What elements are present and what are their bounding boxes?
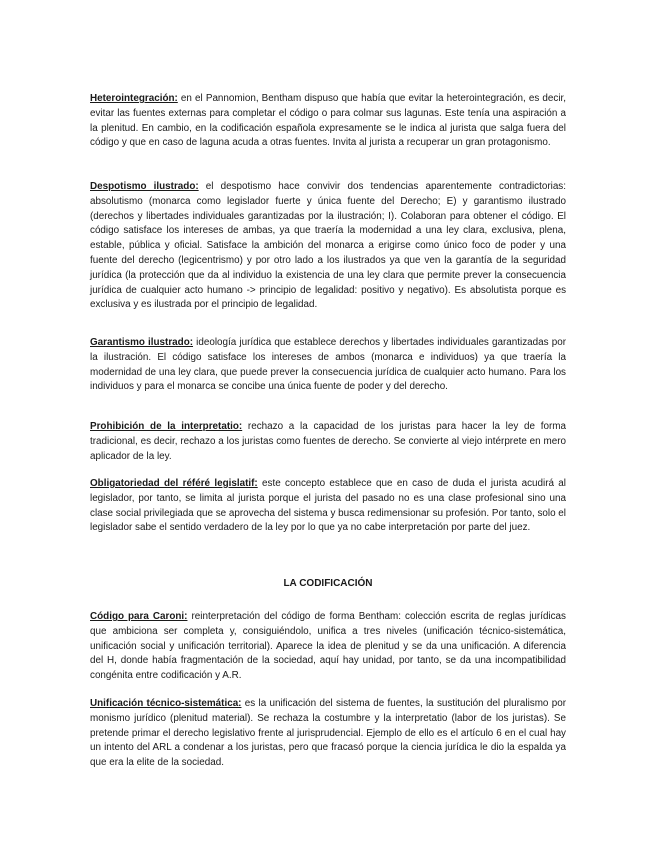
body-codigo-caroni: reinterpretación del código de forma Bentham: colección escrita de reglas jurídicas que ambiciona ser completa y, consiguiéndolo, unifica a tres niveles (unificación técnico-sistemática, unificación social y unificación territorial). Aparece la idea de plenitud y se da una unificación. A diferencia del H, donde había fragmentación de la sociedad, aquí hay unidad, por tanto, se da una incompatibilidad congénita entre codificación y A.R. [90,611,566,682]
body-despotismo-ilustrado: el despotismo hace convivir dos tendencias aparentemente contradictorias: absolutismo (monarca como legislador fuerte y única fuente del Derecho; E) y garantismo ilustrado (derechos y libertades individuales garantizadas por la ilustración; I). Colaboran para obtener el código. El código satisface los intereses de ambas, ya que traería la modernidad a una ley clara, exclusiva, plena, estable, pública y oficial. Satisface la ambición del monarca a erigirse como único foco de poder y una fuente del derecho (legicentrismo) y por otro lado a los ilustrados ya que ven la garantía de la seguridad jurídica (la protección que da al individuo la existencia de una ley clara que permite prever la consecuencia jurídica de cualquier acto humano -> principio de legalidad: positivo y negativo). Es absolutista porque es exclusiva y es ilustrada por el principio de legalidad. [90,181,566,311]
term-prohibicion-interpretatio: Prohibición de la interpretatio: [90,421,243,432]
body-unificacion-tecnico-sistematica: es la unificación del sistema de fuentes, la sustitución del pluralismo por monismo jurídico (plenitud material). Se rechaza la costumbre y la interpretatio (labor de los juristas). Se pretende primar el derecho legislativo frente al jurisprudencial. Ejemplo de ello es el artículo 6 en el cual hay un intento del ARL a condenar a los juristas, pero que fracasó porque la ciencia jurídica le dio la espalda ya que era la elite de la sociedad. [90,698,566,769]
body-prohibicion-interpretatio: rechazo a la capacidad de los juristas para hacer la ley de forma tradicional, es decir, rechazo a los juristas como fuentes de derecho. Se convierte al viejo intérprete en mero aplicador de la ley. [90,421,566,462]
paragraph-unificacion-tecnico-sistematica [90,697,566,771]
body-heterointegracion: en el Pannomion, Bentham dispuso que había que evitar la heterointegración, es decir, evitar las fuentes externas para completar el código o para colmar sus lagunas. Este tenía una aspiración a la plenitud. En cambio, en la codificación española expresamente se le indica al jurista que salga fuera del código y que en caso de laguna acuda a otras fuentes. Invita al jurista a recuperar un gran protagonismo. [90,93,566,149]
term-codigo-caroni: Código para Caroni: [90,611,188,622]
paragraph-refere-legislatif [90,477,566,536]
term-heterointegracion: Heterointegración: [90,93,178,104]
term-despotismo-ilustrado: Despotismo ilustrado: [90,181,199,192]
section-heading: LA CODIFICACIÓN [283,578,373,589]
paragraph-garantismo-ilustrado [90,336,566,395]
paragraph-codigo-caroni [90,610,566,684]
body-refere-legislatif: este concepto establece que en caso de duda el jurista acudirá al legislador, por tanto, se limita al jurista porque el jurista del pasado no es una clase profesional sino una clase social privilegiada que se aprovecha del sistema y busca redimensionar su profesión. Por tanto, solo el legislador sabe el sentido verdadero de la ley por lo que ya no cabe interpretación por parte del juez. [90,478,566,534]
term-refere-legislatif: Obligatoriedad del référé legislatif: [90,478,258,489]
paragraph-despotismo-ilustrado [90,180,566,313]
term-garantismo-ilustrado: Garantismo ilustrado: [90,337,194,348]
paragraph-prohibicion-interpretatio [90,420,566,464]
paragraph-heterointegracion [90,92,566,151]
term-unificacion-tecnico-sistematica: Unificación técnico-sistemática: [90,698,242,709]
body-garantismo-ilustrado: ideología jurídica que establece derechos y libertades individuales garantizadas por la ilustración. El código satisface los intereses de ambos (monarca e individuos) ya que traería la modernidad de una ley clara, que puede prever la consecuencia jurídica de cualquier acto humano. Para los individuos y para el monarca se concibe una única fuente de poder y del derecho. [90,337,566,393]
